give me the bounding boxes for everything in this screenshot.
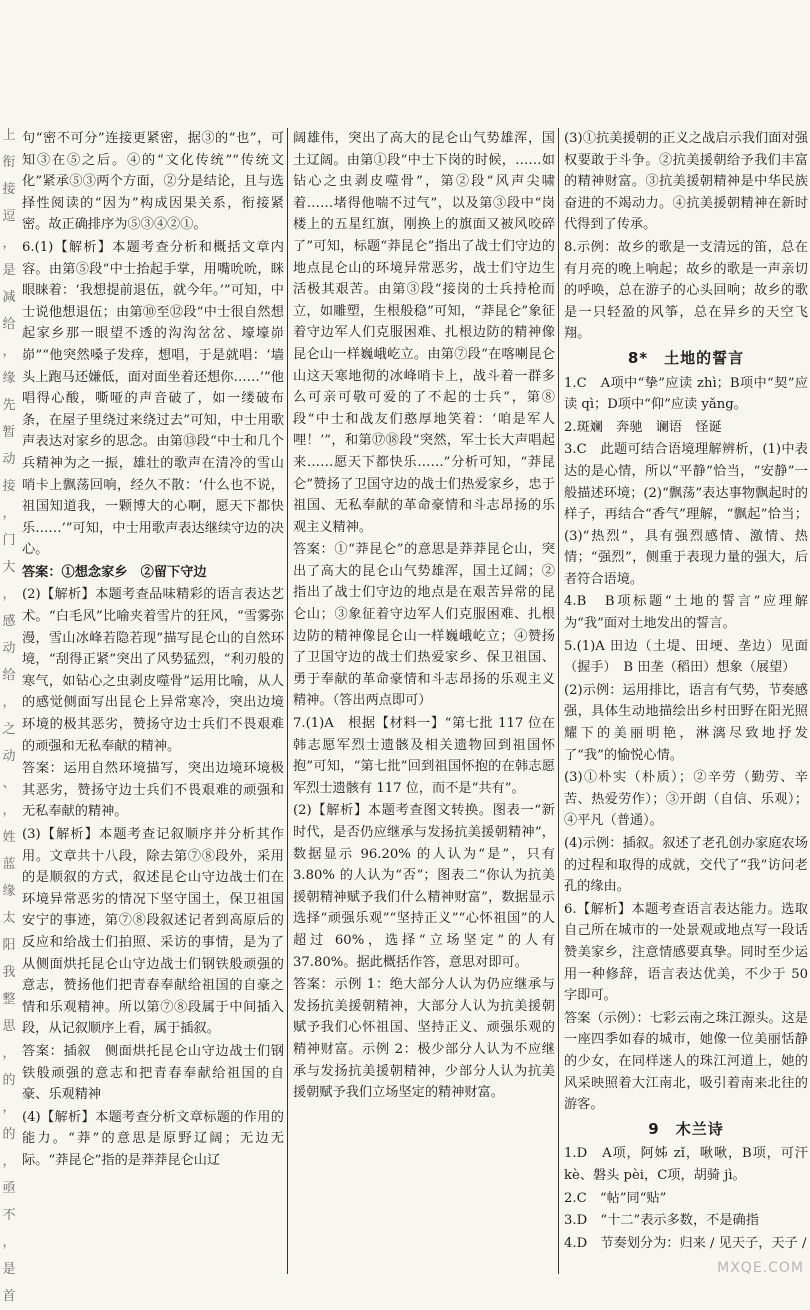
gutter-char: ， [2,1235,16,1250]
gutter-char: 动 [2,452,16,467]
gutter-char: 上 [2,128,16,143]
section-heading: 9 木兰诗 [648,1119,724,1138]
paragraph: 6.(1)【解析】本题考查分析和概括文章内容。由第⑤段“中士抬起手掌，用嘴吮吮，眯眼睐着：‘我想提前退伍，就今年。’”可知，中士说他想退伍；由第⑩至⑫段“中士很自然想起家乡那一眼望不透的沟沟岔岔、壕壕峁峁”“他突然嗓子发痒，想唱，于是就唱：‘墙头上跑马还嫌低，面对面坐着还想你……’”他唱得心酸，嘶哑的声音破了，如一缕破布条，在屋子里绕过来绕过去”可知，中士用歌声表达对家乡的思念。由第⑬段“中士和几个兵精神为之一振，雄壮的歌声在清冷的雪山哨卡上飘荡回响，经久不散：‘什么也不说，祖国知道我，一颗博大的心啊，愿天下都快乐……’”可知，中士用歌声表达继续守边的决心。 [22,239,284,558]
gutter-char: 逗 [2,209,16,224]
gutter-char: 思 [2,1019,16,1034]
gutter-char: 太 [2,911,16,926]
gutter-char: 减 [2,290,16,305]
gutter-char: ， [2,236,16,251]
left-gutter-text [0,122,18,1304]
answer-line: 答案：①想念家乡 ②留下守边 [22,564,207,580]
watermark-text: MXQE.COM [717,1260,804,1276]
gutter-char: ， [2,1154,16,1169]
gutter-char: 缘 [2,371,16,386]
gutter-char: 衔 [2,155,16,170]
gutter-char: 蓝 [2,857,16,872]
gutter-char: 之 [2,722,16,737]
paragraph: 7.(1)A 根据【材料一】“第七批 117 位在韩志愿军烈士遗骸及相关遗物回到祖国怀抱”可知，“第七批”回到祖国怀抱的在韩志愿军烈士遗骸有 117 位，而不是“共有”。 [293,716,555,796]
paragraph: (2)【解析】本题考查图文转换。图表一“新时代，是否仍应继承与发扬抗美援朝精神”，数据显示 96.20% 的人认为“是”，只有 3.80% 的人认为“否”；图表二“你认为抗美援朝精神赋予我们什么精神财富”，数据显示选择“顽强乐观”“坚持正义”“心怀祖国”的人超过 60%，选择“立场坚定”的人有 37.80%。据此概括作答，意思对即可。 [293,803,555,970]
answer-line: 答案：运用自然环境描写，突出边境环境极其恶劣，赞扬守边士兵们不畏艰难的顽强和无私奉献的精神。 [22,761,284,820]
gutter-char: 动 [2,641,16,656]
answer-line: 答案：插叙 侧面烘托昆仑山守边战士们钢铁般顽强的意志和把青春奉献给祖国的自豪、乐观精神 [22,1043,284,1103]
paragraph: (3)①抗美援朝的正义之战启示我们面对强权要敢于斗争。②抗美援朝给予我们丰富的精神财富。③抗美援朝精神是中华民族奋进的不竭动力。④抗美援朝精神在新时代得到了传承。 [564,131,808,233]
gutter-char: 是 [2,1262,16,1277]
paragraph: 8.示例：故乡的歌是一支清远的笛，总在有月亮的晚上响起；故乡的歌是一声亲切的呼唤，总在游子的心头回响；故乡的歌是一只轻盈的风筝，总在异乡的天空飞翔。 [564,239,808,342]
gutter-char: 感 [2,614,16,629]
paragraph: (4)示例：插叙。叙述了老孔创办家庭农场的过程和取得的成就，交代了“我”访问老孔的缘由。 [564,836,808,895]
gutter-char: 门 [2,533,16,548]
gutter-char: 缘 [2,884,16,899]
gutter-char: 的 [2,1073,16,1088]
gutter-char: 暂 [2,425,16,440]
gutter-char: ， [2,1100,16,1115]
gutter-char: 阳 [2,938,16,953]
paragraph: 阔雄伟，突出了高大的昆仑山气势雄浑，国土辽阔。由第①段“中士下岗的时候，……如钻心之虫剥皮噬骨”，第②段“风声尖啸着……堵得他喘不过气”，以及第③段中“岗楼上的五星红旗，刚换上的旗面又被风咬碎了”可知，标题“莽昆仑”指出了战士们守边的地点昆仑山的环境异常恶劣，战士们守边生活极其艰苦。由第③段“接岗的士兵持枪而立，如雕塑，生根般稳”可知，“莽昆仑”象征着守边军人们克服困难、扎根边防的精神像昆仑山一样巍峨屹立。由第⑦段“在喀喇昆仑山这天寒地彻的冰峰哨卡上，战斗着一群多么可亲可敬可爱的了不起的士兵”，第⑧段“中士和战友们憨厚地笑着：‘咱是军人哩！’”，和第⑰⑱段“突然，军士长大声唱起来……愿天下都快乐……”分析可知，“莽昆仑”赞扬了卫国守边的战士们热爱家乡，忠于祖国、无私奉献的革命豪情和斗志昂扬的乐观主义精神。 [293,131,555,535]
gutter-char: ， [2,1046,16,1061]
paragraph: 3.C 此题可结合语境理解辨析，(1)中表达的是心情，所以“平静”恰当，“安静”一般描述环境；(2)“飘荡”表达事物飘起时的样子，再结合“香气”理解，“飘起”恰当；(3)“热烈”，具有强烈感情、激情、热情；“强烈”，侧重于表现力量的强大，后者符合语境。 [564,442,808,587]
gutter-char: 、 [2,776,16,791]
column-left [22,128,284,1276]
paragraph: (2)示例：运用排比，语言有气势，节奏感强，具体生动地描绘出乡村田野在阳光照耀下的美丽明艳，淋漓尽致地抒发了“我”的愉悦心情。 [564,682,808,763]
paragraph: 6.【解析】本题考查语言表达能力。选取自己所在城市的一处景观或地点写一段话赞美家乡，注意情感要真挚。同时至少运用一种修辞，语言表达优美，不少于 50 字即可。 [564,901,808,1004]
gutter-char: 给 [2,317,16,332]
answer-line: 答案：示例 1：绝大部分人认为仍应继承与发扬抗美援朝精神，大部分人认为抗美援朝赋予我们心怀祖国、坚持正义、顽强乐观的精神财富。示例 2：极少部分人认为不应继承与发扬抗美援朝精神，少部分人认为抗美援朝赋予我们立场坚定的精神财富。 [293,977,555,1101]
answer-line: 答案（示例）：七彩云南之珠江源头。这是一座四季如春的城市，她像一位美丽恬静的少女，在同样迷人的珠江河道上，她的风采映照着大江南北，吸引着南来北往的游客。 [564,1010,808,1113]
column-right [564,128,808,1276]
paragraph: 5.(1)A 田边（土堤、田埂、垄边）见面（握手） B 田垄（稻田）想象（展望） [564,638,808,676]
paragraph: 3.D “十二”表示多数，不是确指 [564,1213,759,1229]
paragraph: 1.D A项，阿姊 zǐ，啾啾，B项，可汗 kè、磐头 pèi，C项，胡骑 jì。 [564,1146,808,1183]
gutter-char: 大 [2,560,16,575]
paragraph: 4.B B项标题“土地的誓言”应理解为“我”面对土地发出的誓言。 [564,594,808,632]
answer-line: 答案：①“莽昆仑”的意思是莽莽昆仑山，突出了高大的昆仑山气势雄浑，国土辽阔；②指出了战士们守边的地点是在艰苦异常的昆仑山；③象征着守边军人们克服困难、扎根边防的精神像昆仑山一样巍峨屹立；④赞扬了卫国守边的战士们热爱家乡、保卫祖国、勇于奉献的革命豪情和斗志昂扬的乐观主义精神。（答出两点即可） [293,542,555,709]
gutter-char: 的 [2,1127,16,1142]
paragraph: (2)【解析】本题考查品味精彩的语言表达艺术。“白毛风”比喻夹着雪片的狂风，“雪雾弥漫，雪山冰峰若隐若现”描写昆仑山的自然环境，“刮得正紧”突出了风势猛烈，“利刃般的寒气，如钻心之虫剥皮噬骨”运用比喻，从人的感觉侧面写出昆仑上异常寒冷，突出边境环境的极其恶劣，赞扬守边士兵们不畏艰难的顽强和无私奉献的精神。 [22,587,284,754]
paragraph: (4)【解析】本题考查分析文章标题的作用的能力。“莽”的意思是原野辽阔；无边无际。“莽昆仑”指的是莽莽昆仑山辽 [22,1109,284,1168]
paragraph: 2.斑斓 奔驰 谰语 怪诞 [564,419,722,435]
column-middle [293,128,555,1276]
gutter-char: ， [2,344,16,359]
gutter-char: 接 [2,182,16,197]
page-top-margin [0,0,810,122]
paragraph: 4.D 节奏划分为：归来 / 见天子，天子 / [564,1235,807,1251]
gutter-char: 接 [2,479,16,494]
paragraph: (3)【解析】本题考查记叙顺序并分析其作用。文章共十八段，除去第⑦⑧段外，采用的是顺叙的方式，叙述昆仑山守边战士们在环境异常恶劣的情况下坚守国土，保卫祖国安宁的事迹，第⑦⑧段叙述记者到高原后的反应和给战士们拍照、采访的事情，是为了从侧面烘托昆仑山守边战士们钢铁般顽强的意志，赞扬他们把青春奉献给祖国的自豪之情和乐观精神。所以第⑦⑧段属于中间插入段，从记叙顺序上看，属于插叙。 [22,827,284,1037]
gutter-char: 整 [2,992,16,1007]
gutter-char: ， [2,587,16,602]
gutter-char: ， [2,803,16,818]
column-divider [287,128,288,1274]
gutter-char: 先 [2,398,16,413]
paragraph: (3)①朴实（朴质）；②辛劳（勤劳、辛苦、热爱劳作）；③开朗（自信、乐观）；④平凡（普通）。 [564,770,808,829]
gutter-char: 我 [2,965,16,980]
gutter-char: 不 [2,1208,16,1223]
gutter-char: 亟 [2,1181,16,1196]
gutter-char: 动 [2,749,16,764]
gutter-char: ， [2,506,16,521]
gutter-char: 姓 [2,830,16,845]
paragraph: 句“密不可分”连接更紧密，据③的“也”，可知③在⑤之后。④的“文化传统”“传统文化”紧承⑤③两个方面，②分是结论，且与选择性阅读的“因为”构成因果关系，衔接紧密。故正确排序为⑤③④②①。 [22,131,284,233]
column-divider [558,128,559,1274]
gutter-char: 首 [2,1289,16,1304]
paragraph: 2.C “帖”同“贴” [564,1190,667,1206]
gutter-char: ， [2,695,16,710]
section-heading: 8* 土地的誓言 [627,348,745,367]
gutter-char: 给 [2,668,16,683]
gutter-char: 是 [2,263,16,278]
paragraph: 1.C A项中“挚”应读 zhì；B项中“契”应读 qì；D项中“仰”应读 yǎng。 [564,375,808,413]
